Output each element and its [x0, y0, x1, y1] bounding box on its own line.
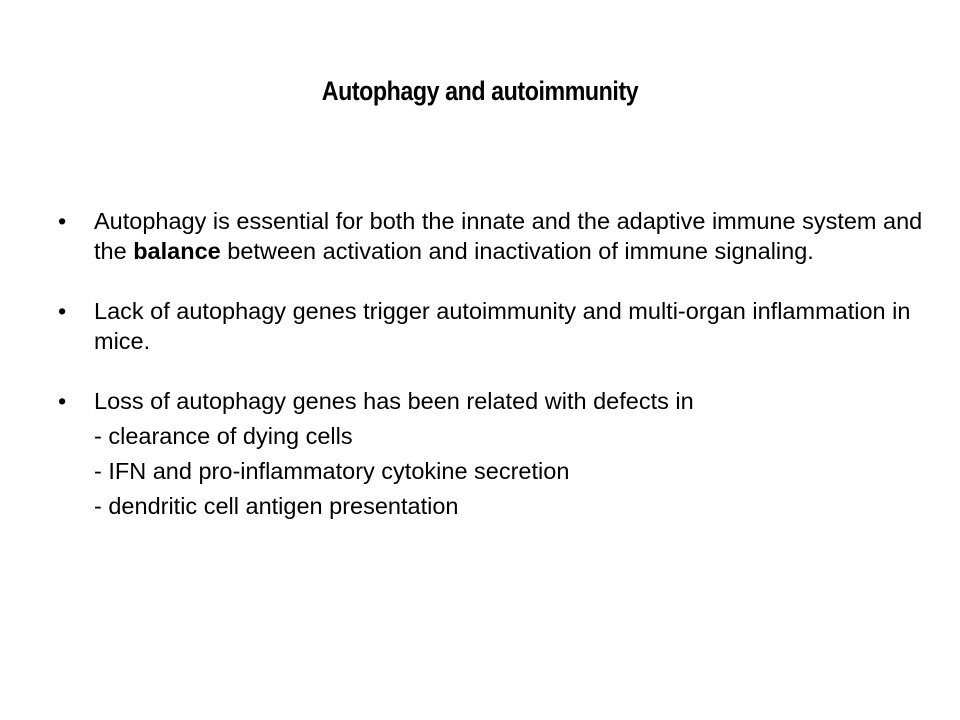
bullet-text: Lack of autophagy genes trigger autoimmunity and multi-organ inflammation in mice.	[94, 298, 911, 354]
bullet-list	[56, 206, 936, 551]
bullet-item	[56, 386, 936, 521]
bullet-item	[56, 296, 936, 356]
bullet-marker: •	[58, 208, 67, 234]
sub-item: - IFN and pro-inflammatory cytokine secretion	[94, 458, 570, 484]
bullet-text-after: between activation and inactivation of immune signaling.	[220, 238, 814, 264]
sub-item: - clearance of dying cells	[94, 423, 353, 449]
bullet-text: Loss of autophagy genes has been related with defects in	[94, 388, 694, 414]
sub-item: - dendritic cell antigen presentation	[94, 493, 459, 519]
bullet-marker: •	[58, 388, 67, 414]
bullet-marker: •	[58, 298, 67, 324]
slide-title: Autophagy and autoimmunity	[321, 76, 639, 106]
bullet-text-bold: balance	[133, 238, 221, 264]
bullet-text-before: Autophagy is essential for both the innate and the adaptive immune system and the	[94, 208, 923, 264]
bullet-item	[56, 206, 936, 266]
